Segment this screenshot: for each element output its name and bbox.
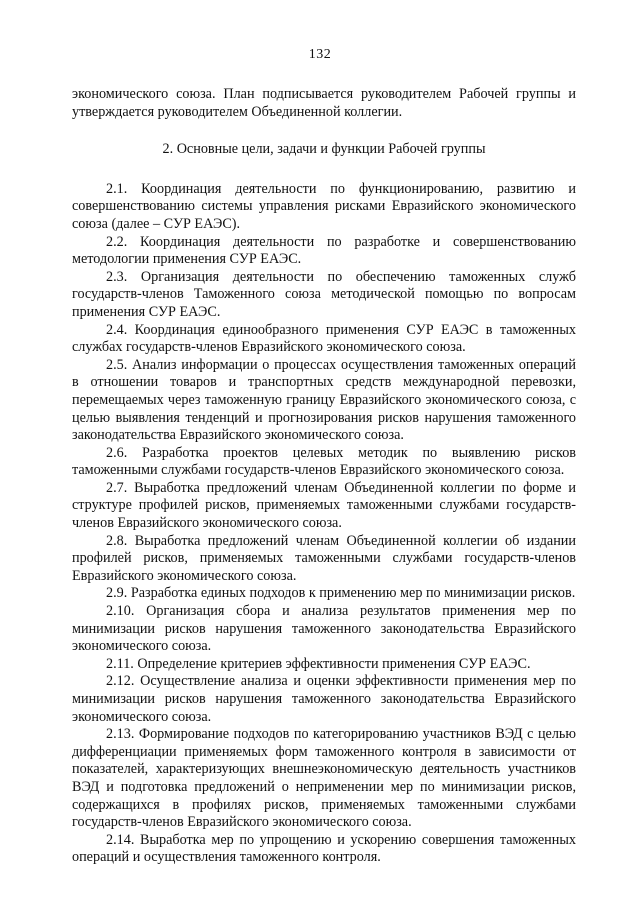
item-number: 2.7. bbox=[106, 479, 128, 496]
list-item bbox=[72, 181, 576, 234]
list-item bbox=[72, 533, 576, 586]
item-number: 2.14. bbox=[106, 831, 135, 848]
list-item bbox=[72, 357, 576, 445]
list-item bbox=[72, 445, 576, 480]
item-text: Выработка предложений членам Объединенной коллегии об издании профилей рисков, применяемых таможенными службами государств-членов Евразийского экономического союза. bbox=[72, 532, 576, 584]
item-text: Организация сбора и анализа результатов применения мер по минимизации рисков нарушения таможенного законодательства Евразийского экономического союза. bbox=[72, 603, 576, 655]
item-text: Осуществление анализа и оценки эффективности применения мер по минимизации рисков нарушения таможенного законодательства Евразийского экономического союза. bbox=[72, 673, 576, 725]
item-number: 2.3. bbox=[106, 268, 128, 285]
item-text: Координация деятельности по функционированию, развитию и совершенствованию системы управления рисками Евразийского экономического союза (далее – СУР ЕАЭС). bbox=[72, 180, 576, 232]
item-number: 2.8. bbox=[106, 532, 128, 549]
item-number: 2.9. bbox=[106, 585, 128, 602]
list-item bbox=[72, 234, 576, 269]
items-list bbox=[72, 181, 576, 867]
item-number: 2.12. bbox=[106, 673, 135, 690]
list-item bbox=[72, 269, 576, 322]
item-number: 2.10. bbox=[106, 603, 135, 620]
item-text: Выработка предложений членам Объединенной коллегии по форме и структуре профилей рисков, применяемых таможенными службами государств-членов Евразийского экономического союза. bbox=[72, 479, 576, 532]
item-number: 2.11. bbox=[106, 655, 134, 672]
item-text: Разработка проектов целевых методик по выявлению рисков таможенными службами государств-членов Евразийского экономического союза. bbox=[72, 444, 576, 479]
item-number: 2.2. bbox=[106, 233, 128, 250]
item-text: Координация деятельности по разработке и совершенствованию методологии применения СУР ЕАЭС. bbox=[72, 233, 576, 268]
item-text: Определение критериев эффективности применения СУР ЕАЭС. bbox=[133, 655, 531, 672]
item-text: Разработка единых подходов к применению мер по минимизации рисков. bbox=[127, 585, 576, 602]
item-number: 2.5. bbox=[106, 356, 128, 373]
list-item bbox=[72, 585, 576, 603]
item-number: 2.13. bbox=[106, 726, 135, 743]
document-body bbox=[72, 86, 576, 867]
list-item bbox=[72, 832, 576, 867]
item-number: 2.4. bbox=[106, 321, 128, 338]
page-number: 132 bbox=[308, 47, 332, 62]
item-text: Координация единообразного применения СУР ЕАЭС в таможенных службах государств-членов Евразийского экономического союза. bbox=[72, 321, 576, 356]
list-item bbox=[72, 480, 576, 533]
item-number: 2.1. bbox=[106, 180, 128, 197]
list-item bbox=[72, 673, 576, 726]
list-item bbox=[72, 726, 576, 832]
list-item bbox=[72, 603, 576, 656]
item-text: Анализ информации о процессах осуществления таможенных операций в отношении товаров и транспортных средств международной перевозки, перемещаемых через таможенную границу Евразийского экономического союза, с целью выявления тенденций и прогнозирования рисков нарушения таможенного законодательства Евразийского экономического союза. bbox=[72, 356, 576, 444]
item-text: Формирование подходов по категорированию участников ВЭД с целью дифференциации применяемых форм таможенного контроля в зависимости от показателей, характеризующих внешнеэкономическую деятельность участников ВЭД и подготовка предложений о неприменении мер по минимизации рисков, содержащихся в профилях рисков, применяемых таможенными службами государств-членов Евразийского экономического союза. bbox=[72, 726, 576, 831]
list-item bbox=[72, 656, 576, 674]
item-text: Выработка мер по упрощению и ускорению совершения таможенных операций и осуществления таможенного контроля. bbox=[72, 831, 576, 866]
list-item bbox=[72, 322, 576, 357]
item-text: Организация деятельности по обеспечению таможенных служб государств-членов Таможенного союза методической помощью по вопросам применения СУР ЕАЭС. bbox=[72, 268, 576, 320]
intro-paragraph: экономического союза. План подписывается руководителем Рабочей группы и утверждается руководителем Объединенной коллегии. bbox=[72, 86, 576, 120]
section-heading: 2. Основные цели, задачи и функции Рабочей группы bbox=[162, 141, 486, 158]
item-number: 2.6. bbox=[106, 444, 128, 461]
